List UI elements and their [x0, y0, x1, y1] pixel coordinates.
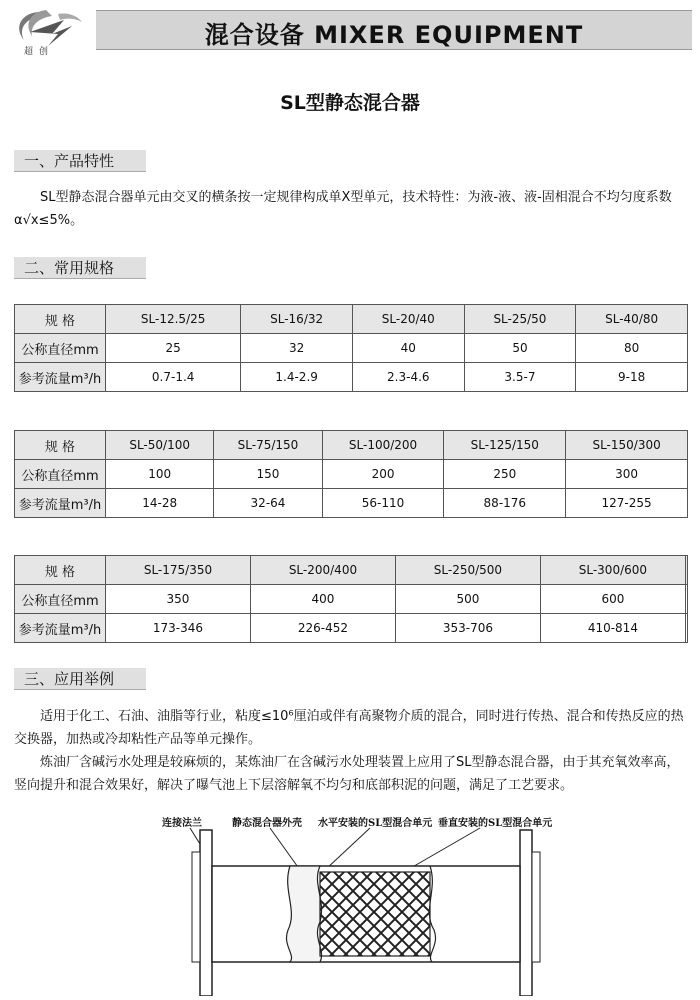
table-cell: SL-20/40	[352, 305, 464, 334]
features-text: SL型静态混合器单元由交叉的横条按一定规律构成单X型单元，技术特性：为液-液、液-固相混合不均匀度系数 α√x≤5%。	[14, 190, 672, 228]
label-horizontal-unit: 水平安装的SL型混合单元	[318, 818, 433, 829]
table-cell: 50	[464, 334, 576, 363]
row-label: 参考流量m³/h	[15, 614, 106, 643]
logo-text: 超创	[24, 47, 55, 57]
table-cell: SL-75/150	[214, 431, 322, 460]
table-cell: 350	[106, 585, 251, 614]
table-row	[15, 334, 688, 363]
row-label: 公称直径mm	[15, 585, 106, 614]
table-row	[15, 489, 688, 518]
section-heading-specs: 二、常用规格	[14, 257, 146, 279]
table-row	[15, 460, 688, 489]
spec-table-3	[14, 555, 688, 643]
table-row	[15, 614, 688, 643]
label-flange: 连接法兰	[162, 818, 202, 829]
table-row	[15, 363, 688, 392]
row-label: 公称直径mm	[15, 460, 106, 489]
row-label: 规 格	[15, 431, 106, 460]
header-title: 混合设备 MIXER EQUIPMENT	[204, 21, 584, 49]
section-heading-applications: 三、应用举例	[14, 668, 146, 690]
row-label: 规 格	[15, 305, 106, 334]
mixer-drawing	[150, 800, 570, 996]
application-paragraph-1: 适用于化工、石油、油脂等行业，粘度≤10⁶厘泊或伴有高聚物介质的混合，同时进行传热、混合和传热反应的热交换器，加热或冷却粘性产品等单元操作。	[14, 709, 684, 747]
table-cell: SL-12.5/25	[106, 305, 241, 334]
label-shell: 静态混合器外壳	[232, 818, 302, 829]
table-cell: SL-40/80	[576, 305, 688, 334]
table-cell: SL-300/600	[540, 556, 685, 585]
table-cell: SL-200/400	[250, 556, 395, 585]
features-paragraph	[14, 186, 686, 232]
table-cell: 2.3-4.6	[352, 363, 464, 392]
table-cell: 250	[444, 460, 566, 489]
table-cell: 9-18	[576, 363, 688, 392]
table-cell: SL-100/200	[322, 431, 444, 460]
spec-table-1	[14, 304, 688, 392]
table-cell: 1.4-2.9	[241, 363, 353, 392]
table-cell: 150	[214, 460, 322, 489]
table-cell: 173-346	[106, 614, 251, 643]
table-row	[15, 431, 688, 460]
table-cell: 14-28	[106, 489, 214, 518]
table-cell	[685, 614, 687, 643]
table-cell: SL-175/350	[106, 556, 251, 585]
page-title: SL型静态混合器	[280, 92, 420, 114]
table-cell: 3.5-7	[464, 363, 576, 392]
table-row	[15, 305, 688, 334]
table-row	[15, 585, 688, 614]
row-label: 参考流量m³/h	[15, 363, 106, 392]
applications-text	[14, 705, 686, 797]
application-paragraph-2: 炼油厂含碱污水处理是较麻烦的，某炼油厂在含碱污水处理装置上应用了SL型静态混合器，由于其充氧效率高，竖向提升和混合效果好，解决了曝气池上下层溶解氧不均匀和底部积泥的问题，满足了工艺要求。	[14, 755, 680, 793]
table-cell: 410-814	[540, 614, 685, 643]
table-cell: 300	[566, 460, 688, 489]
table-cell: SL-250/500	[395, 556, 540, 585]
table-cell	[685, 556, 687, 585]
table-cell: 500	[395, 585, 540, 614]
table-cell: SL-125/150	[444, 431, 566, 460]
row-label: 规 格	[15, 556, 106, 585]
table-row	[15, 556, 688, 585]
table-cell	[685, 585, 687, 614]
table-cell: 32	[241, 334, 353, 363]
table-cell: SL-50/100	[106, 431, 214, 460]
table-cell: 127-255	[566, 489, 688, 518]
label-vertical-unit: 垂直安装的SL型混合单元	[438, 818, 553, 829]
table-cell: SL-16/32	[241, 305, 353, 334]
section-heading-features: 一、产品特性	[14, 150, 146, 172]
table-cell: 600	[540, 585, 685, 614]
table-cell: 40	[352, 334, 464, 363]
mixer-diagram	[150, 800, 570, 996]
table-cell: 32-64	[214, 489, 322, 518]
table-cell: 353-706	[395, 614, 540, 643]
table-cell: 56-110	[322, 489, 444, 518]
row-label: 公称直径mm	[15, 334, 106, 363]
row-label: 参考流量m³/h	[15, 489, 106, 518]
table-cell: 226-452	[250, 614, 395, 643]
table-cell: SL-150/300	[566, 431, 688, 460]
spec-table-2	[14, 430, 688, 518]
table-cell: 80	[576, 334, 688, 363]
table-cell: 100	[106, 460, 214, 489]
table-cell: 400	[250, 585, 395, 614]
table-cell: 0.7-1.4	[106, 363, 241, 392]
table-cell: SL-25/50	[464, 305, 576, 334]
table-cell: 25	[106, 334, 241, 363]
table-cell: 88-176	[444, 489, 566, 518]
table-cell: 200	[322, 460, 444, 489]
header-bar	[96, 10, 692, 50]
